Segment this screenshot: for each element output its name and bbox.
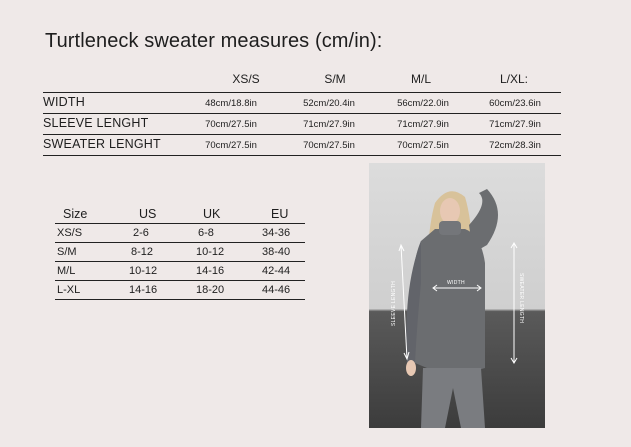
measure-cell: 70cm/27.5in [397, 140, 449, 151]
uk-cell: 14-16 [196, 265, 225, 277]
us-col-header: US [139, 207, 157, 221]
measures-header-row [43, 72, 561, 92]
model-photo [369, 163, 545, 428]
uk-cell: 18-20 [196, 284, 225, 296]
sweater-length-annotation: SWEATER LENGTH [518, 273, 524, 324]
measure-cell: 52cm/20.4in [303, 98, 355, 109]
eu-cell: 44-46 [262, 284, 291, 296]
size-chart-row [55, 242, 305, 261]
width-annotation: WIDTH [447, 280, 465, 286]
size-cell: XS/S [57, 227, 83, 239]
measure-cell: 70cm/27.5in [205, 140, 257, 151]
eu-cell: 42-44 [262, 265, 291, 277]
uk-col-header: UK [203, 207, 221, 221]
measure-cell: 71cm/27.9in [489, 119, 541, 130]
row-label: WIDTH [43, 95, 85, 109]
measure-cell: 70cm/27.5in [303, 140, 355, 151]
eu-cell: 34-36 [262, 227, 291, 239]
size-chart-row [55, 280, 305, 300]
measures-row [43, 113, 561, 134]
measure-cell: 72cm/28.3in [489, 140, 541, 151]
size-chart-header [55, 206, 305, 223]
size-header: L/XL: [499, 72, 529, 86]
uk-cell: 6-8 [198, 227, 214, 239]
row-label: SLEEVE LENGHT [43, 116, 149, 130]
eu-col-header: EU [271, 207, 289, 221]
size-cell: M/L [57, 265, 76, 277]
us-cell: 8-12 [131, 246, 154, 258]
eu-cell: 38-40 [262, 246, 291, 258]
size-chart-table [55, 206, 305, 300]
sleeve-length-annotation: SLEEVE LENGTH [391, 281, 397, 327]
size-col-header: Size [63, 207, 88, 221]
measures-table [43, 72, 561, 156]
measures-row [43, 134, 561, 156]
measure-cell: 71cm/27.9in [303, 119, 355, 130]
size-header: M/L [410, 72, 432, 86]
measures-row [43, 92, 561, 113]
measure-cell: 71cm/27.9in [397, 119, 449, 130]
size-chart-row [55, 261, 305, 280]
measure-cell: 60cm/23.6in [489, 98, 541, 109]
size-cell: S/M [57, 246, 77, 258]
us-cell: 2-6 [133, 227, 149, 239]
us-cell: 10-12 [129, 265, 158, 277]
uk-cell: 10-12 [196, 246, 225, 258]
size-header: XS/S [232, 72, 260, 86]
measure-cell: 48cm/18.8in [205, 98, 257, 109]
row-label: SWEATER LENGHT [43, 137, 161, 151]
measure-cell: 56cm/22.0in [397, 98, 449, 109]
size-chart-row [55, 223, 305, 242]
size-header: S/M [324, 72, 346, 86]
us-cell: 14-16 [129, 284, 158, 296]
measure-cell: 70cm/27.5in [205, 119, 257, 130]
size-cell: L-XL [57, 284, 81, 296]
page-title: Turtleneck sweater measures (cm/in): [45, 30, 383, 52]
